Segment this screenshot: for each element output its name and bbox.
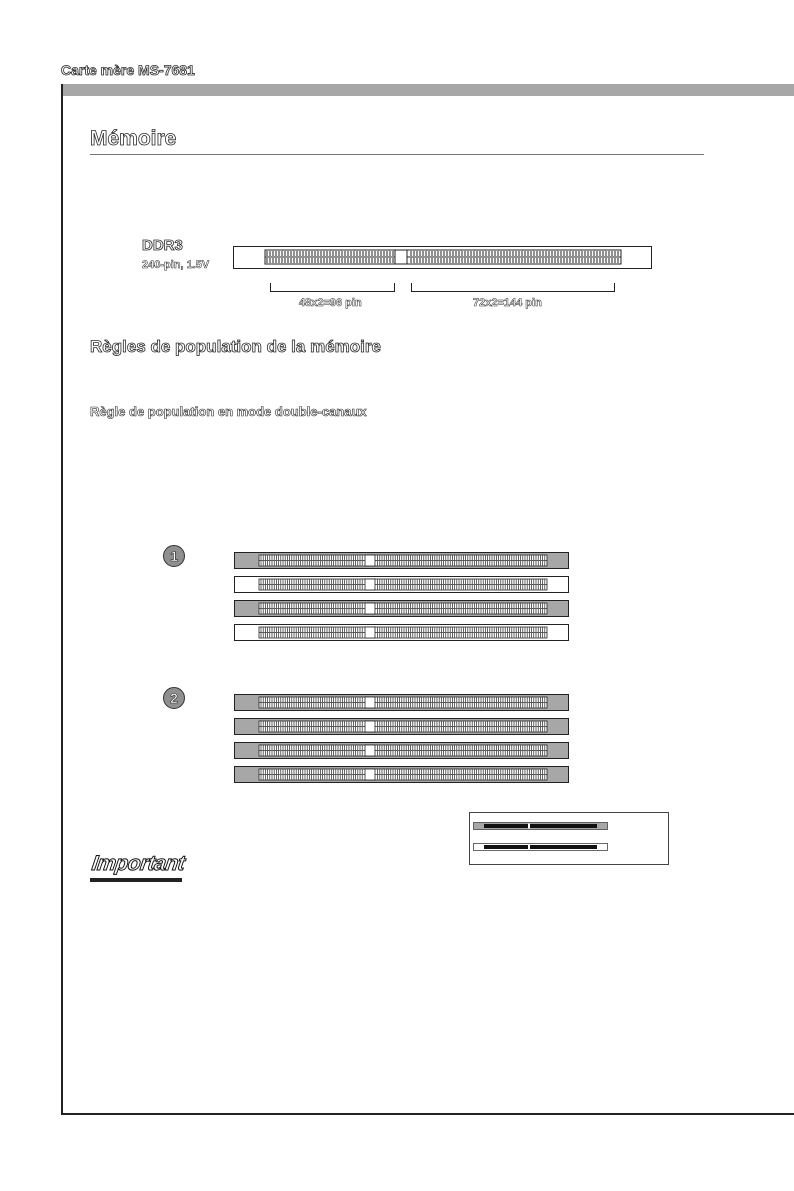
legend-empty-slot (473, 843, 608, 852)
ddr3-module-diagram (233, 246, 653, 272)
config-1-slot-3 (234, 600, 570, 618)
important-underline (90, 878, 182, 882)
section-title: Mémoire (90, 127, 177, 150)
config-2-slot-2 (234, 718, 570, 736)
ddr-spec: 240-pin, 1.5V (142, 259, 210, 271)
pin-bracket-left (270, 283, 395, 292)
frame-bottom-line (61, 1113, 794, 1115)
frame-left-line (61, 84, 63, 1114)
pin-bracket-right (411, 283, 615, 292)
config-2-slot-3 (234, 742, 570, 760)
config-2-slots (234, 694, 570, 784)
legend-installed-slot (473, 822, 608, 831)
config-2-number: 2 (163, 687, 185, 709)
config-1-slots (234, 552, 570, 642)
config-1-slot-2 (234, 576, 570, 594)
ddr-label: DDR3 (142, 237, 183, 254)
section-rule (90, 154, 704, 155)
config-1-slot-4 (234, 624, 570, 642)
important-label: Important (90, 852, 187, 875)
legend-box (469, 812, 669, 865)
pin-label-right: 72x2=144 pin (473, 297, 542, 309)
config-1-number: 1 (163, 545, 185, 567)
dual-channel-title: Règle de population en mode double-canaux (90, 404, 367, 419)
config-1-slot-1 (234, 552, 570, 570)
pin-label-left: 48x2=96 pin (299, 297, 362, 309)
rules-title: Règles de population de la mémoire (90, 337, 381, 356)
header-bar (61, 84, 794, 96)
config-2-slot-4 (234, 766, 570, 784)
header-title: Carte mère MS-7681 (61, 62, 195, 78)
config-2-slot-1 (234, 694, 570, 712)
